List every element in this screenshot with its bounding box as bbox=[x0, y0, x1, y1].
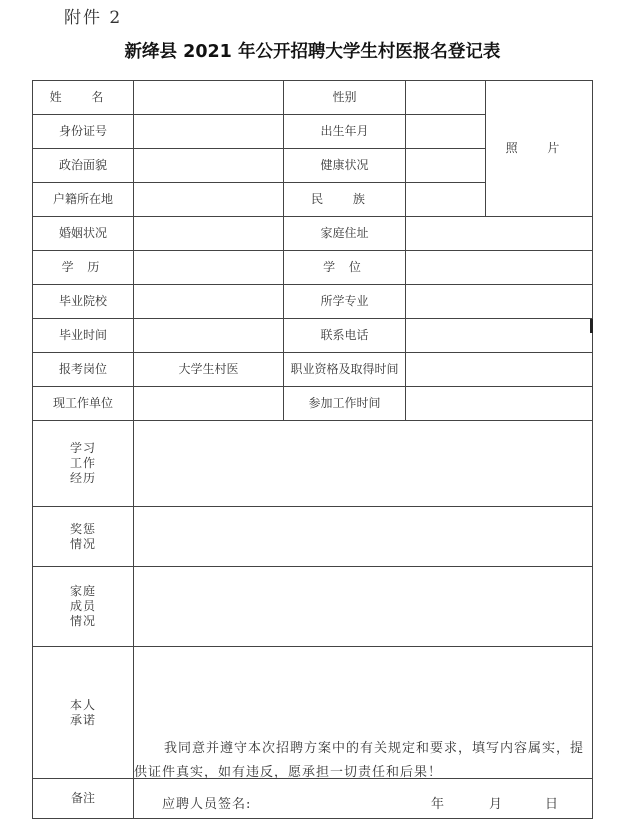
work-start-time-label: 参加工作时间 bbox=[284, 387, 406, 421]
remarks-label: 备注 bbox=[33, 779, 134, 819]
family-members-field[interactable] bbox=[134, 567, 593, 647]
graduation-time-field[interactable] bbox=[134, 319, 284, 353]
major-label: 所学专业 bbox=[284, 285, 406, 319]
current-employer-label: 现工作单位 bbox=[33, 387, 134, 421]
photo-label: 照 片 bbox=[505, 141, 573, 155]
current-employer-field[interactable] bbox=[134, 387, 284, 421]
home-address-label: 家庭住址 bbox=[284, 217, 406, 251]
birth-date-field[interactable] bbox=[406, 115, 486, 149]
health-field[interactable] bbox=[406, 149, 486, 183]
rewards-punishments-label: 奖惩 情况 bbox=[33, 507, 134, 567]
signature-year-label: 年 bbox=[431, 796, 445, 812]
graduation-time-label: 毕业时间 bbox=[33, 319, 134, 353]
annex-label: 附件 2 bbox=[64, 8, 123, 28]
pledge-text: 我同意并遵守本次招聘方案中的有关规定和要求，填写内容属实，提供证件真实，如有违反，愿承担一切责任和后果！ bbox=[134, 740, 585, 780]
home-address-field[interactable] bbox=[406, 217, 593, 251]
table-edge-mark bbox=[590, 319, 593, 333]
degree-label: 学 位 bbox=[284, 251, 406, 285]
phone-label: 联系电话 bbox=[284, 319, 406, 353]
signature-day-label: 日 bbox=[545, 796, 559, 812]
graduate-school-field[interactable] bbox=[134, 285, 284, 319]
gender-label: 性别 bbox=[284, 81, 406, 115]
pledge-cell bbox=[134, 647, 593, 812]
education-label: 学 历 bbox=[33, 251, 134, 285]
graduate-school-label: 毕业院校 bbox=[33, 285, 134, 319]
gender-field[interactable] bbox=[406, 81, 486, 115]
form-title: 新绛县 2021 年公开招聘大学生村医报名登记表 bbox=[124, 42, 501, 62]
name-field[interactable] bbox=[134, 81, 284, 115]
study-work-history-label: 学习 工作 经历 bbox=[33, 421, 134, 507]
major-field[interactable] bbox=[406, 285, 593, 319]
qualification-label: 职业资格及取得时间 bbox=[284, 353, 406, 387]
degree-field[interactable] bbox=[406, 251, 593, 285]
registration-form bbox=[32, 80, 593, 819]
photo-box[interactable] bbox=[486, 81, 593, 217]
signature-month-label: 月 bbox=[489, 796, 503, 812]
name-label: 姓 名 bbox=[33, 81, 134, 115]
political-status-label: 政治面貌 bbox=[33, 149, 134, 183]
political-status-field[interactable] bbox=[134, 149, 284, 183]
marital-status-field[interactable] bbox=[134, 217, 284, 251]
work-start-time-field[interactable] bbox=[406, 387, 593, 421]
phone-field[interactable] bbox=[406, 319, 593, 353]
household-location-field[interactable] bbox=[134, 183, 284, 217]
pledge-label: 本人 承诺 bbox=[33, 647, 134, 779]
marital-status-label: 婚姻状况 bbox=[33, 217, 134, 251]
education-field[interactable] bbox=[134, 251, 284, 285]
birth-date-label: 出生年月 bbox=[284, 115, 406, 149]
health-label: 健康状况 bbox=[284, 149, 406, 183]
rewards-punishments-field[interactable] bbox=[134, 507, 593, 567]
applied-position-label: 报考岗位 bbox=[33, 353, 134, 387]
household-location-label: 户籍所在地 bbox=[33, 183, 134, 217]
id-number-label: 身份证号 bbox=[33, 115, 134, 149]
study-work-history-field[interactable] bbox=[134, 421, 593, 507]
qualification-field[interactable] bbox=[406, 353, 593, 387]
applied-position-value[interactable]: 大学生村医 bbox=[134, 353, 284, 387]
ethnicity-field[interactable] bbox=[406, 183, 486, 217]
signature-label: 应聘人员签名: bbox=[162, 796, 252, 812]
family-members-label: 家庭 成员 情况 bbox=[33, 567, 134, 647]
ethnicity-label: 民 族 bbox=[284, 183, 406, 217]
id-number-field[interactable] bbox=[134, 115, 284, 149]
